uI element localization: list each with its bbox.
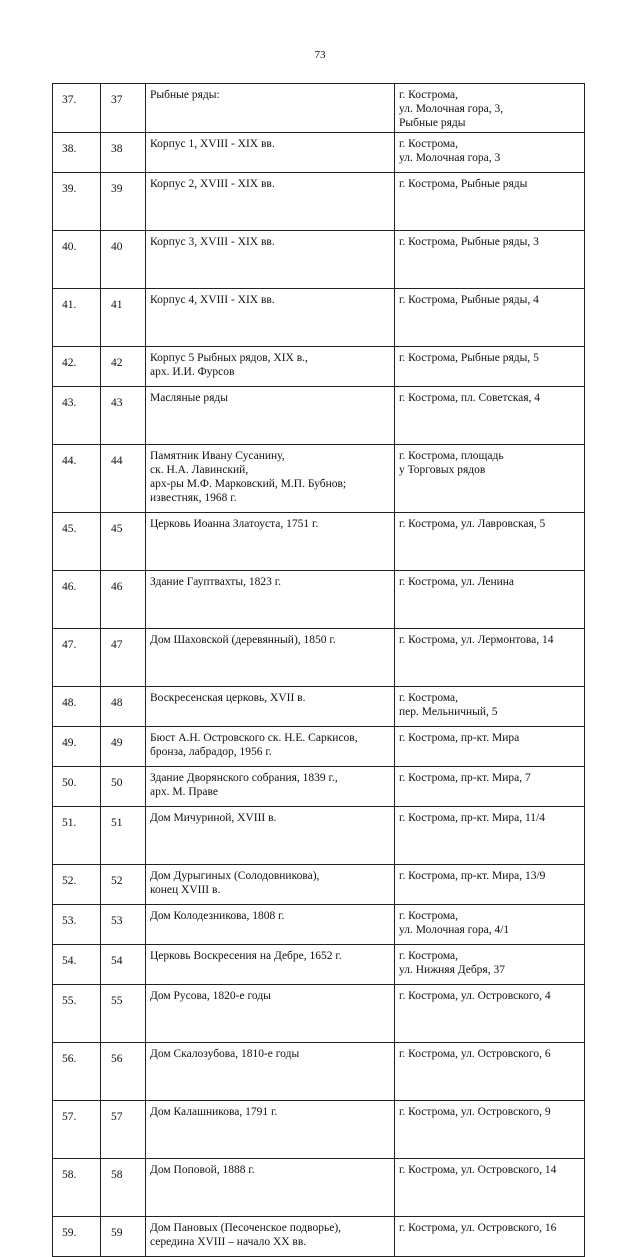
object-name-line: бронза, лабрадор, 1956 г.	[150, 746, 272, 758]
address-line: г. Кострома, Рыбные ряды, 5	[399, 352, 539, 364]
register-number-cell: 52	[101, 865, 146, 905]
address-cell	[395, 571, 585, 629]
address-cell	[395, 1159, 585, 1217]
object-name-line: известняк, 1968 г.	[150, 492, 237, 504]
address-line: г. Кострома, ул. Ленина	[399, 576, 515, 588]
table-row	[53, 445, 585, 513]
table-row	[53, 1101, 585, 1159]
object-name-line: Здание Гауптвахты, 1823 г.	[150, 576, 282, 588]
object-name-line: Здание Дворянского собрания, 1839 г.,	[150, 772, 338, 784]
table-row	[53, 1043, 585, 1101]
object-name-cell	[146, 1043, 395, 1101]
address-cell	[395, 173, 585, 231]
address-cell	[395, 807, 585, 865]
table-row	[53, 687, 585, 727]
object-name-line: Воскресенская церковь, XVII в.	[150, 692, 306, 704]
address-cell	[395, 84, 585, 133]
row-number-cell: 37.	[53, 84, 101, 133]
address-line: у Торговых рядов	[399, 464, 486, 476]
address-line: г. Кострома, площадь	[399, 450, 504, 462]
table-row	[53, 985, 585, 1043]
table-row	[53, 727, 585, 767]
address-line: ул. Нижняя Дебря, 37	[399, 964, 505, 976]
row-number-cell: 55.	[53, 985, 101, 1043]
address-line: г. Кострома, ул. Островского, 9	[399, 1106, 551, 1118]
address-line: г. Кострома,	[399, 910, 459, 922]
table-row	[53, 767, 585, 807]
object-name-cell	[146, 1159, 395, 1217]
row-number-cell: 38.	[53, 133, 101, 173]
object-name-cell	[146, 865, 395, 905]
row-number-cell: 54.	[53, 945, 101, 985]
object-name-line: конец XVIII в.	[150, 884, 221, 896]
address-line: ул. Молочная гора, 3,	[399, 103, 504, 115]
object-name-cell	[146, 173, 395, 231]
address-line: г. Кострома,	[399, 692, 459, 704]
register-number-cell: 48	[101, 687, 146, 727]
row-number-cell: 41.	[53, 289, 101, 347]
register-number-cell: 45	[101, 513, 146, 571]
table-row	[53, 387, 585, 445]
register-number-cell: 51	[101, 807, 146, 865]
address-line: ул. Молочная гора, 4/1	[399, 924, 510, 936]
object-name-cell	[146, 289, 395, 347]
address-line: г. Кострома,	[399, 89, 459, 101]
table-row	[53, 133, 585, 173]
address-line: г. Кострома,	[399, 950, 459, 962]
row-number-cell: 45.	[53, 513, 101, 571]
object-name-line: ск. Н.А. Лавинский,	[150, 464, 249, 476]
address-cell	[395, 767, 585, 807]
address-cell	[395, 687, 585, 727]
table-row	[53, 945, 585, 985]
object-name-line: Дом Русова, 1820-е годы	[150, 990, 271, 1002]
object-name-cell	[146, 1217, 395, 1257]
address-cell	[395, 231, 585, 289]
address-cell	[395, 945, 585, 985]
address-cell	[395, 133, 585, 173]
address-line: г. Кострома, ул. Островского, 6	[399, 1048, 551, 1060]
address-cell	[395, 985, 585, 1043]
register-number-cell: 41	[101, 289, 146, 347]
register-number-cell: 46	[101, 571, 146, 629]
object-name-line: Масляные ряды	[150, 392, 228, 404]
object-name-line: Корпус 5 Рыбных рядов, XIX в.,	[150, 352, 308, 364]
address-line: г. Кострома,	[399, 138, 459, 150]
object-name-cell	[146, 1101, 395, 1159]
address-line: Рыбные ряды	[399, 117, 466, 129]
object-name-line: арх. И.И. Фурсов	[150, 366, 235, 378]
table-row	[53, 865, 585, 905]
address-cell	[395, 865, 585, 905]
table-row	[53, 1217, 585, 1257]
row-number-cell: 46.	[53, 571, 101, 629]
object-name-cell	[146, 629, 395, 687]
table-row	[53, 807, 585, 865]
table-row	[53, 347, 585, 387]
register-number-cell: 50	[101, 767, 146, 807]
object-name-cell	[146, 767, 395, 807]
address-line: г. Кострома, пр-кт. Мира, 13/9	[399, 870, 546, 882]
table-row	[53, 84, 585, 133]
row-number-cell: 47.	[53, 629, 101, 687]
address-line: г. Кострома, Рыбные ряды	[399, 178, 528, 190]
register-number-cell: 42	[101, 347, 146, 387]
table-row	[53, 231, 585, 289]
address-cell	[395, 347, 585, 387]
object-name-line: Корпус 1, XVIII - XIX вв.	[150, 138, 275, 150]
object-name-line: Дом Колодезникова, 1808 г.	[150, 910, 285, 922]
register-number-cell: 54	[101, 945, 146, 985]
object-name-line: Церковь Воскресения на Дебре, 1652 г.	[150, 950, 342, 962]
object-name-cell	[146, 985, 395, 1043]
address-cell	[395, 727, 585, 767]
object-name-cell	[146, 945, 395, 985]
row-number-cell: 57.	[53, 1101, 101, 1159]
table-row	[53, 629, 585, 687]
register-number-cell: 47	[101, 629, 146, 687]
register-number-cell: 53	[101, 905, 146, 945]
object-name-cell	[146, 513, 395, 571]
table-body	[53, 84, 585, 1257]
object-name-line: Дом Калашникова, 1791 г.	[150, 1106, 278, 1118]
row-number-cell: 58.	[53, 1159, 101, 1217]
row-number-cell: 52.	[53, 865, 101, 905]
object-name-cell	[146, 84, 395, 133]
address-line: г. Кострома, ул. Лавровская, 5	[399, 518, 546, 530]
address-cell	[395, 289, 585, 347]
object-name-line: Бюст А.Н. Островского ск. Н.Е. Саркисов,	[150, 732, 358, 744]
row-number-cell: 50.	[53, 767, 101, 807]
table-row	[53, 1159, 585, 1217]
address-cell	[395, 629, 585, 687]
register-number-cell: 38	[101, 133, 146, 173]
register-number-cell: 49	[101, 727, 146, 767]
address-cell	[395, 1217, 585, 1257]
object-name-cell	[146, 905, 395, 945]
object-name-cell	[146, 727, 395, 767]
address-line: пер. Мельничный, 5	[399, 706, 498, 718]
table-row	[53, 571, 585, 629]
object-name-line: Дом Поповой, 1888 г.	[150, 1164, 255, 1176]
address-line: г. Кострома, ул. Островского, 4	[399, 990, 551, 1002]
address-line: г. Кострома, пл. Советская, 4	[399, 392, 541, 404]
object-name-cell	[146, 571, 395, 629]
object-name-line: Дом Скалозубова, 1810-е годы	[150, 1048, 300, 1060]
row-number-cell: 40.	[53, 231, 101, 289]
row-number-cell: 53.	[53, 905, 101, 945]
object-name-cell	[146, 807, 395, 865]
register-number-cell: 40	[101, 231, 146, 289]
object-name-line: Рыбные ряды:	[150, 89, 220, 101]
register-number-cell: 58	[101, 1159, 146, 1217]
object-name-line: Дом Пановых (Песоченское подворье),	[150, 1222, 342, 1234]
address-cell	[395, 513, 585, 571]
register-number-cell: 59	[101, 1217, 146, 1257]
register-number-cell: 56	[101, 1043, 146, 1101]
register-number-cell: 43	[101, 387, 146, 445]
monuments-table	[52, 83, 585, 1257]
row-number-cell: 48.	[53, 687, 101, 727]
object-name-cell	[146, 231, 395, 289]
object-name-cell	[146, 347, 395, 387]
object-name-cell	[146, 133, 395, 173]
register-number-cell: 39	[101, 173, 146, 231]
address-line: г. Кострома, пр-кт. Мира, 7	[399, 772, 531, 784]
object-name-line: Церковь Иоанна Златоуста, 1751 г.	[150, 518, 319, 530]
object-name-line: арх. М. Праве	[150, 786, 218, 798]
address-cell	[395, 1101, 585, 1159]
table-row	[53, 513, 585, 571]
object-name-line: середина XVIII – начало XX вв.	[150, 1236, 307, 1248]
address-cell	[395, 1043, 585, 1101]
register-number-cell: 57	[101, 1101, 146, 1159]
row-number-cell: 39.	[53, 173, 101, 231]
object-name-line: Корпус 3, XVIII - XIX вв.	[150, 236, 275, 248]
address-line: г. Кострома, Рыбные ряды, 3	[399, 236, 539, 248]
object-name-cell	[146, 387, 395, 445]
address-cell	[395, 387, 585, 445]
page-number: 73	[314, 49, 326, 61]
object-name-cell	[146, 445, 395, 513]
address-line: г. Кострома, ул. Лермонтова, 14	[399, 634, 554, 646]
register-number-cell: 44	[101, 445, 146, 513]
row-number-cell: 51.	[53, 807, 101, 865]
address-line: г. Кострома, ул. Островского, 16	[399, 1222, 557, 1234]
address-line: ул. Молочная гора, 3	[399, 152, 501, 164]
address-line: г. Кострома, ул. Островского, 14	[399, 1164, 557, 1176]
monuments-table-wrapper	[52, 83, 580, 1257]
object-name-cell	[146, 687, 395, 727]
address-line: г. Кострома, Рыбные ряды, 4	[399, 294, 539, 306]
object-name-line: Корпус 4, XVIII - XIX вв.	[150, 294, 275, 306]
row-number-cell: 56.	[53, 1043, 101, 1101]
object-name-line: арх-ры М.Ф. Марковский, М.П. Бубнов;	[150, 478, 347, 490]
address-cell	[395, 445, 585, 513]
row-number-cell: 43.	[53, 387, 101, 445]
table-row	[53, 289, 585, 347]
row-number-cell: 42.	[53, 347, 101, 387]
table-row	[53, 905, 585, 945]
address-cell	[395, 905, 585, 945]
object-name-line: Дом Шаховской (деревянный), 1850 г.	[150, 634, 336, 646]
table-row	[53, 173, 585, 231]
row-number-cell: 44.	[53, 445, 101, 513]
register-number-cell: 37	[101, 84, 146, 133]
object-name-line: Дом Дурыгиных (Солодовникова),	[150, 870, 320, 882]
row-number-cell: 49.	[53, 727, 101, 767]
address-line: г. Кострома, пр-кт. Мира, 11/4	[399, 812, 545, 824]
object-name-line: Дом Мичуриной, XVIII в.	[150, 812, 277, 824]
object-name-line: Корпус 2, XVIII - XIX вв.	[150, 178, 275, 190]
address-line: г. Кострома, пр-кт. Мира	[399, 732, 520, 744]
object-name-line: Памятник Ивану Сусанину,	[150, 450, 285, 462]
register-number-cell: 55	[101, 985, 146, 1043]
row-number-cell: 59.	[53, 1217, 101, 1257]
